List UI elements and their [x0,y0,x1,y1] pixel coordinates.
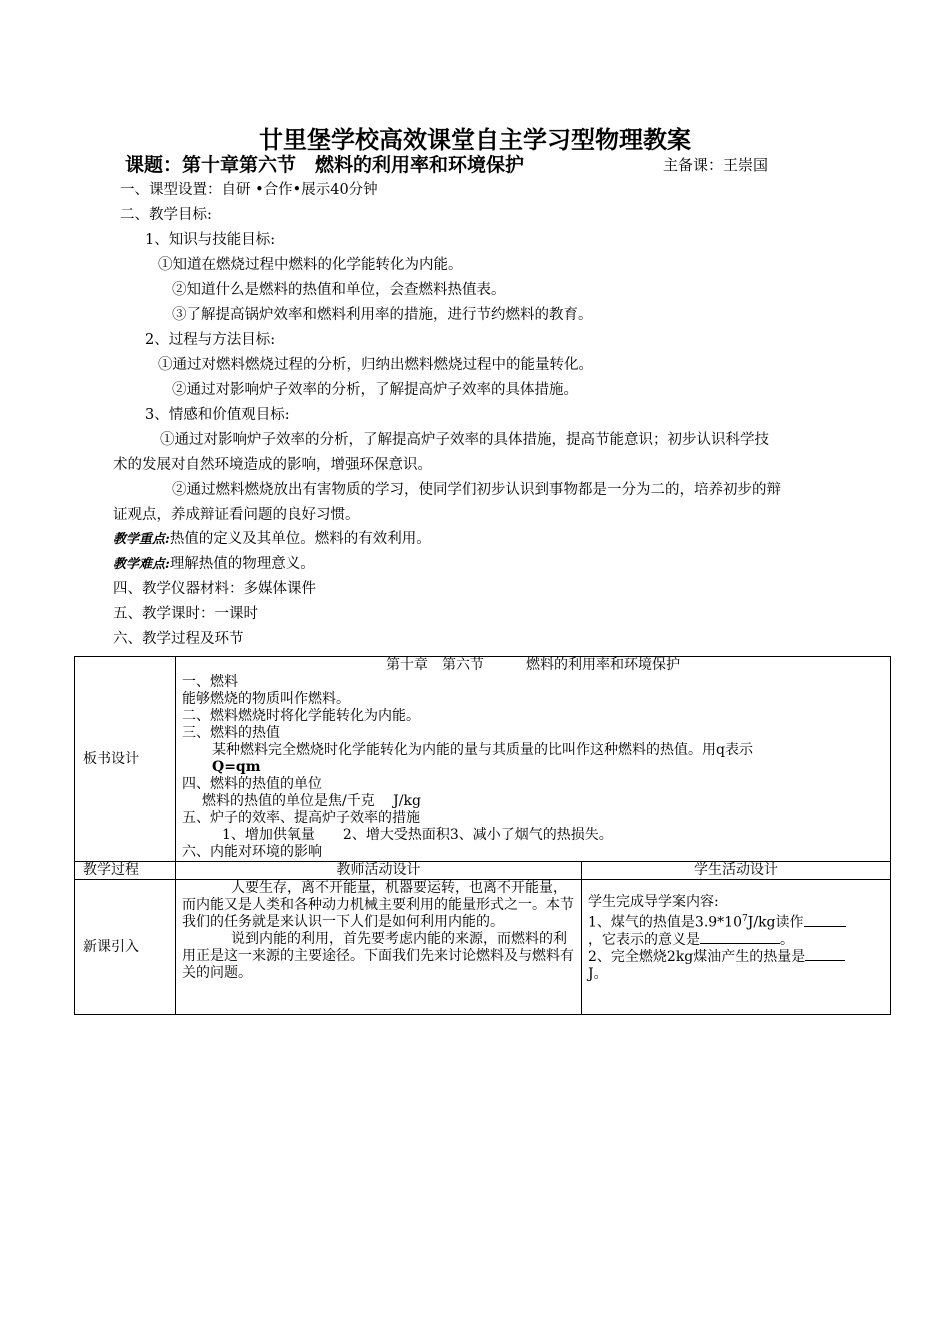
key-point-label: 教学重点: [113,532,170,547]
section-hours: 五、教学课时：一课时 [113,606,258,622]
student-question-1-cont [588,932,884,949]
header-student: 学生活动设计 [582,862,891,880]
intro-row [75,880,891,1015]
q1-blank-2[interactable] [700,943,780,944]
q1-blank-1[interactable] [804,926,846,927]
teacher-activity [176,880,582,1015]
student-question-1 [588,911,884,932]
goal-emotion-2b: 证观点，养成辩证看问题的良好习惯。 [113,507,360,523]
q1-text-d: 。 [780,931,794,948]
goal-emotion-1a: ①通过对影响炉子效率的分析，了解提高炉子效率的具体措施，提高节能意识；初步认识科学技 [160,432,769,448]
goal-emotion-2a: ②通过燃料燃烧放出有害物质的学习，使同学们初步认识到事物都是一分为二的，培养初步的辩 [172,482,781,498]
board-line-8: 燃料的热值的单位是焦/千克 J/kg [202,793,421,809]
difficulty-label: 教学难点: [113,557,170,572]
student-intro: 学生完成导学案内容: [588,894,719,910]
board-label: 板书设计 [75,657,176,862]
goal-process-1: ①通过对燃料燃烧过程的分析，归纳出燃料燃烧过程中的能量转化。 [158,357,593,373]
section-goals: 二、教学目标: [120,207,212,223]
goal-knowledge-1: ①知道在燃烧过程中燃料的化学能转化为内能。 [158,257,463,273]
goal-emotion-1b: 术的发展对自然环境造成的影响，增强环保意识。 [113,457,432,473]
difficulty-text: 理解热值的物理意义。 [169,556,315,572]
board-line-10: 1、增加供氧量 2、增大受热面积3、减小了烟气的热损失。 [222,827,613,843]
board-line-7: 四、燃料的热值的单位 [182,776,322,792]
teacher-para-1: 人要生存，离不开能量，机器要运转，也离不开能量，而内能又是人类和各种动力机械主要利用的能量形式之一。本节我们的任务就是来认识一下人们是如何利用内能的。 [182,880,574,930]
board-line-3: 二、燃料燃烧时将化学能转化为内能。 [182,708,420,724]
section-process: 六、教学过程及环节 [113,631,244,647]
q1-exponent: 7 [742,914,748,924]
board-formula: Q=qm [212,759,261,775]
intro-label: 新课引入 [75,880,176,1015]
section-course-type: 一、课型设置：自研 •合作•展示40分钟 [120,182,378,198]
preparer: 主备课：王崇国 [663,156,769,174]
q1-text-b: J/kg读作 [747,914,804,931]
board-line-1: 一、燃料 [182,674,238,690]
goal-knowledge: 1、知识与技能目标: [145,232,276,248]
section-materials: 四、教学仪器材料：多媒体课件 [113,581,316,597]
q2-blank[interactable] [805,960,845,961]
student-activity [582,880,891,1015]
key-point [113,527,431,548]
goal-knowledge-2: ②知道什么是燃料的热值和单位，会查燃料热值表。 [172,282,506,298]
process-header-row [75,862,891,880]
board-line-11: 六、内能对环境的影响 [182,844,322,860]
q2-text-a: 2、完全燃烧2kg煤油产生的热量是 [588,948,806,965]
board-design-row [75,657,891,862]
board-line-5: 某种燃料完全燃烧时化学能转化为内能的量与其质量的比叫作这种燃料的热值。用q表示 [212,742,753,758]
board-heading: 第十章 第六节 燃料的利用率和环境保护 [386,657,680,673]
board-line-2: 能够燃烧的物质叫作燃料。 [182,691,350,707]
goal-knowledge-3: ③了解提高锅炉效率和燃料利用率的措施，进行节约燃料的教育。 [172,307,593,323]
board-line-9: 五、炉子的效率、提高炉子效率的措施 [182,810,420,826]
page-title: 廿里堡学校高效课堂自主学习型物理教案 [259,125,691,154]
header-process: 教学过程 [75,862,176,880]
lesson-table [74,656,891,1015]
q1-text-a: 1、煤气的热值是3.9*10 [588,914,742,931]
q2-text-b: J。 [588,965,608,982]
header-teacher: 教师活动设计 [176,862,582,880]
student-question-2 [588,949,884,966]
board-line-4: 三、燃料的热值 [182,725,280,741]
goal-emotion: 3、情感和价值观目标: [145,407,290,423]
board-content [176,657,891,862]
q1-text-c: ，它表示的意义是 [588,931,700,948]
lesson-subtitle: 课题：第十章第六节 燃料的利用率和环境保护 [125,154,525,176]
goal-process-2: ②通过对影响炉子效率的分析，了解提高炉子效率的具体措施。 [172,382,578,398]
key-point-text: 热值的定义及其单位。燃料的有效利用。 [169,531,431,547]
difficulty-point [113,552,315,573]
goal-process: 2、过程与方法目标: [145,332,276,348]
teacher-para-2: 说到内能的利用，首先要考虑内能的来源，而燃料的利用正是这一来源的主要途径。下面我们先来讨论燃料及与燃料有关的问题。 [182,931,574,981]
